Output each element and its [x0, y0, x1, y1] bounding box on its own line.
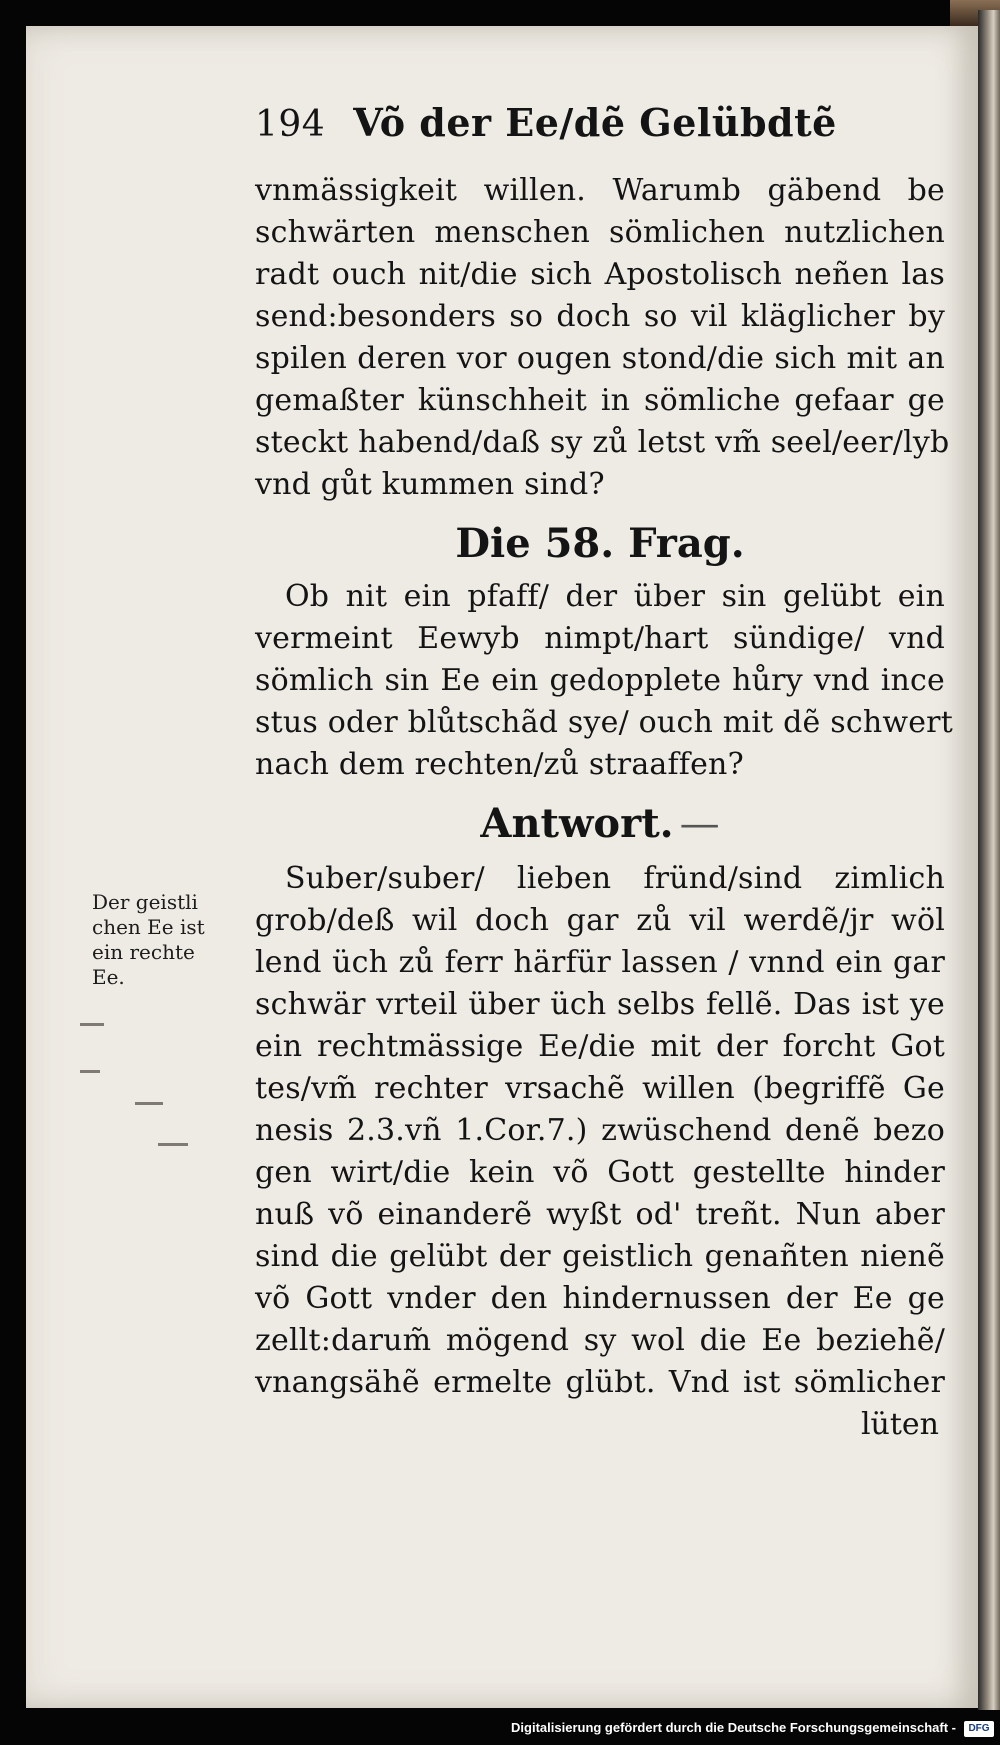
margin-mark: [80, 1023, 104, 1026]
text-line: nuß võ einanderẽ wyßt od' treñt. Nun aber: [255, 1197, 945, 1232]
text-line: gemaßter künschheit in sömliche gefaar ge: [255, 383, 945, 418]
text-line: grob/deß wil doch gar zů vil werdẽ/jr wöl: [255, 903, 945, 938]
text-line: sind die gelübt der geistlich genañten nienẽ: [255, 1239, 945, 1274]
running-head: [255, 100, 945, 170]
text-line: vermeint Eewyb nimpt/hart sündige/ vnd: [255, 621, 945, 656]
text-line: vnd gůt kummen sind?: [255, 467, 605, 502]
marginal-line: chen Ee ist: [92, 915, 205, 939]
margin-mark: [80, 1070, 100, 1073]
text-line: Ob nit ein pfaff/ der über sin gelübt ein: [285, 579, 945, 614]
catchword: lüten: [860, 1407, 939, 1442]
text-line: nach dem rechten/zů straaffen?: [255, 747, 744, 782]
text-line: vnmässigkeit willen. Warumb gäbend be: [255, 173, 945, 208]
main-text: [255, 100, 953, 1446]
text-line: Suber/suber/ lieben fründ/sind zimlich: [285, 861, 945, 896]
text-line: sömlich sin Ee ein gedopplete hůry vnd ince: [255, 663, 945, 698]
dfg-logo: DFG: [964, 1721, 994, 1737]
text-line: nesis 2.3.vñ 1.Cor.7.) zwüschend denẽ bezo: [255, 1113, 945, 1148]
text-line: send:besonders so doch so vil kläglicher by: [255, 299, 945, 334]
ornament-dash: —: [679, 801, 720, 847]
text-line: lend üch zů ferr härfür lassen / vnnd ein gar: [255, 945, 945, 980]
answer-heading-text: Antwort.: [480, 800, 674, 847]
question-paragraph: [255, 576, 953, 786]
text-line: schwärten menschen sömlichen nutzlichen: [255, 215, 945, 250]
marginal-line: Der geistli: [92, 890, 198, 914]
marginal-note: [92, 890, 232, 990]
text-line: radt ouch nit/die sich Apostolisch neñen las: [255, 257, 945, 292]
page-edge: [978, 10, 1000, 1710]
marginal-line: ein rechte: [92, 940, 195, 964]
text-line: stus oder blůtschãd sye/ ouch mit dẽ schwert: [255, 705, 953, 740]
text-line: võ Gott vnder den hindernussen der Ee ge: [255, 1281, 945, 1316]
text-line: zellt:darum̃ mögend sy wol die Ee beziehẽ/: [255, 1323, 945, 1358]
text-line: tes/vm̃ rechter vrsachẽ willen (begriffẽ Ge: [255, 1071, 945, 1106]
text-line: ein rechtmässige Ee/die mit der forcht Got: [255, 1029, 945, 1064]
running-title: Võ der Ee/dẽ Gelübdtẽ: [353, 100, 837, 145]
preceding-paragraph: [255, 170, 950, 506]
text-line: gen wirt/die kein võ Gott gestellte hinder: [255, 1155, 945, 1190]
answer-paragraph: [255, 858, 945, 1404]
page-number: 194: [255, 104, 326, 145]
text-line: spilen deren vor ougen stond/die sich mit an: [255, 341, 945, 376]
margin-mark: [158, 1143, 188, 1146]
question-heading: Die 58. Frag.: [455, 520, 745, 567]
text-line: schwär vrteil über üch selbs fellẽ. Das ist ye: [255, 987, 945, 1022]
text-line: steckt habend/daß sy zů letst vm̃ seel/eer/lyb: [255, 425, 950, 460]
margin-mark: [135, 1102, 163, 1105]
text-line: vnangsähẽ ermelte glübt. Vnd ist sömlicher: [255, 1365, 945, 1400]
answer-heading: [255, 794, 945, 854]
digitization-credit: Digitalisierung gefördert durch die Deutsche Forschungsgemeinschaft -: [511, 1720, 956, 1735]
marginal-line: Ee.: [92, 965, 125, 989]
